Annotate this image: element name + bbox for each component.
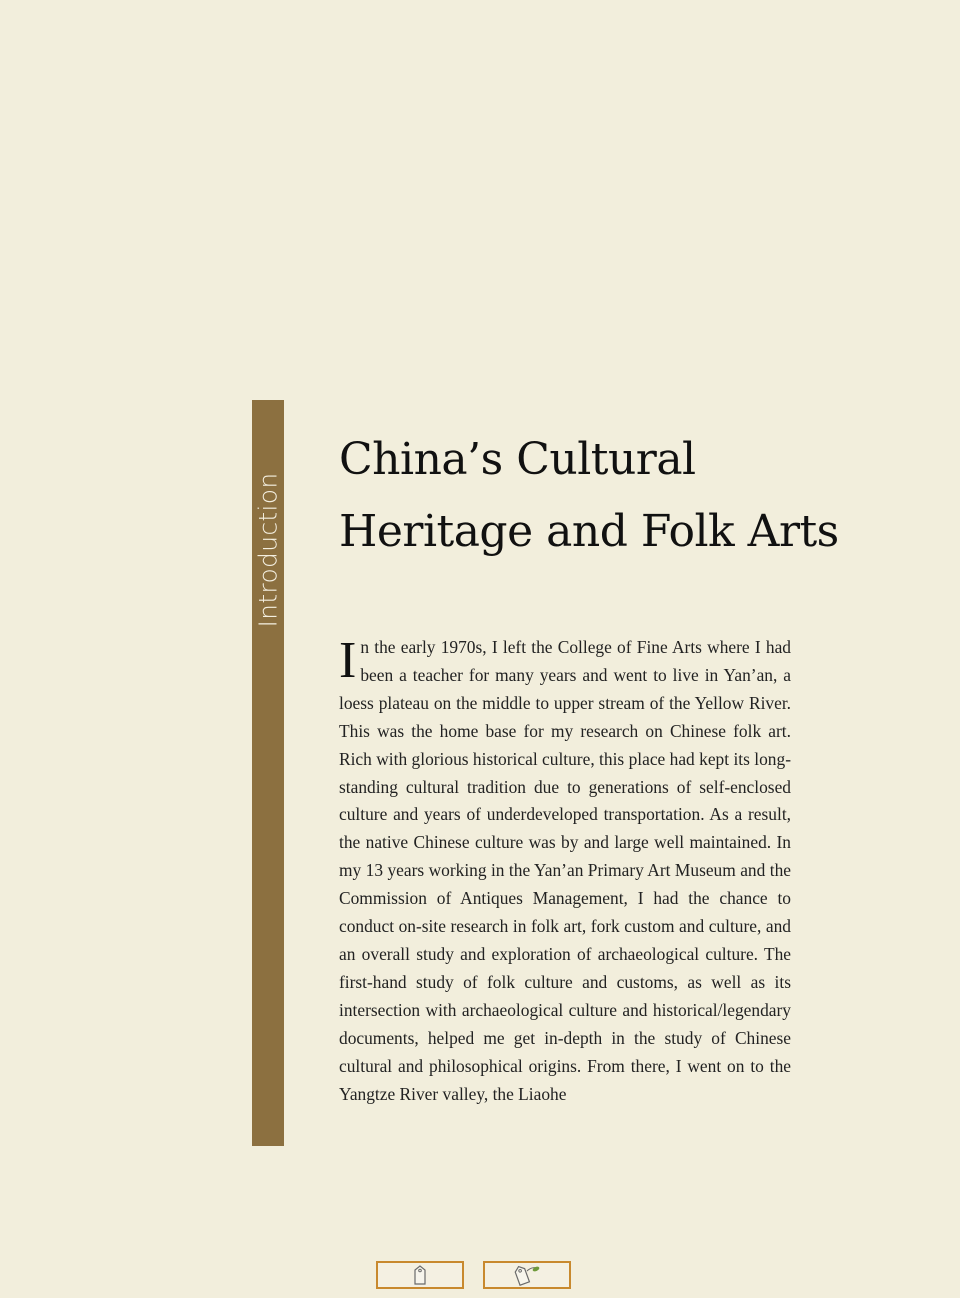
section-label: Introduction: [253, 472, 283, 628]
body-paragraph: [339, 634, 791, 1108]
next-page-button[interactable]: [483, 1261, 571, 1289]
body-paragraph-text: n the early 1970s, I left the College of Fine Arts where I had been a teacher for many years and went to live in Yan’an, a loess plateau on the middle to upper stream of the Yellow River. This was the home base for my research on Chinese folk art. Rich with glorious historical culture, this place had kept its long-standing cultural tradition due to generations of self-enclosed culture and years of underdeveloped transportation. As a result, the native Chinese culture was by and large well maintained. In my 13 years working in the Yan’an Primary Art Museum and the Commission of Antiques Management, I had the chance to conduct on-site research in folk art, fork custom and culture, and an overall study and exploration of archaeological culture. The first-hand study of folk culture and customs, as well as its intersection with archaeological culture and historical/legendary documents, helped me get in-depth in the study of Chinese cultural and philosophical origins. From there, I went on to the Yangtze River valley, the Liaohe: [339, 637, 791, 1104]
tag-leaf-icon: [512, 1264, 542, 1286]
drop-cap: I: [339, 632, 357, 689]
previous-page-button[interactable]: [376, 1261, 464, 1289]
tag-icon: [412, 1265, 428, 1285]
title-line-1: China’s Cultural: [339, 434, 696, 485]
title-line-2: Heritage and Folk Arts: [339, 506, 839, 557]
page-title: [339, 424, 859, 568]
